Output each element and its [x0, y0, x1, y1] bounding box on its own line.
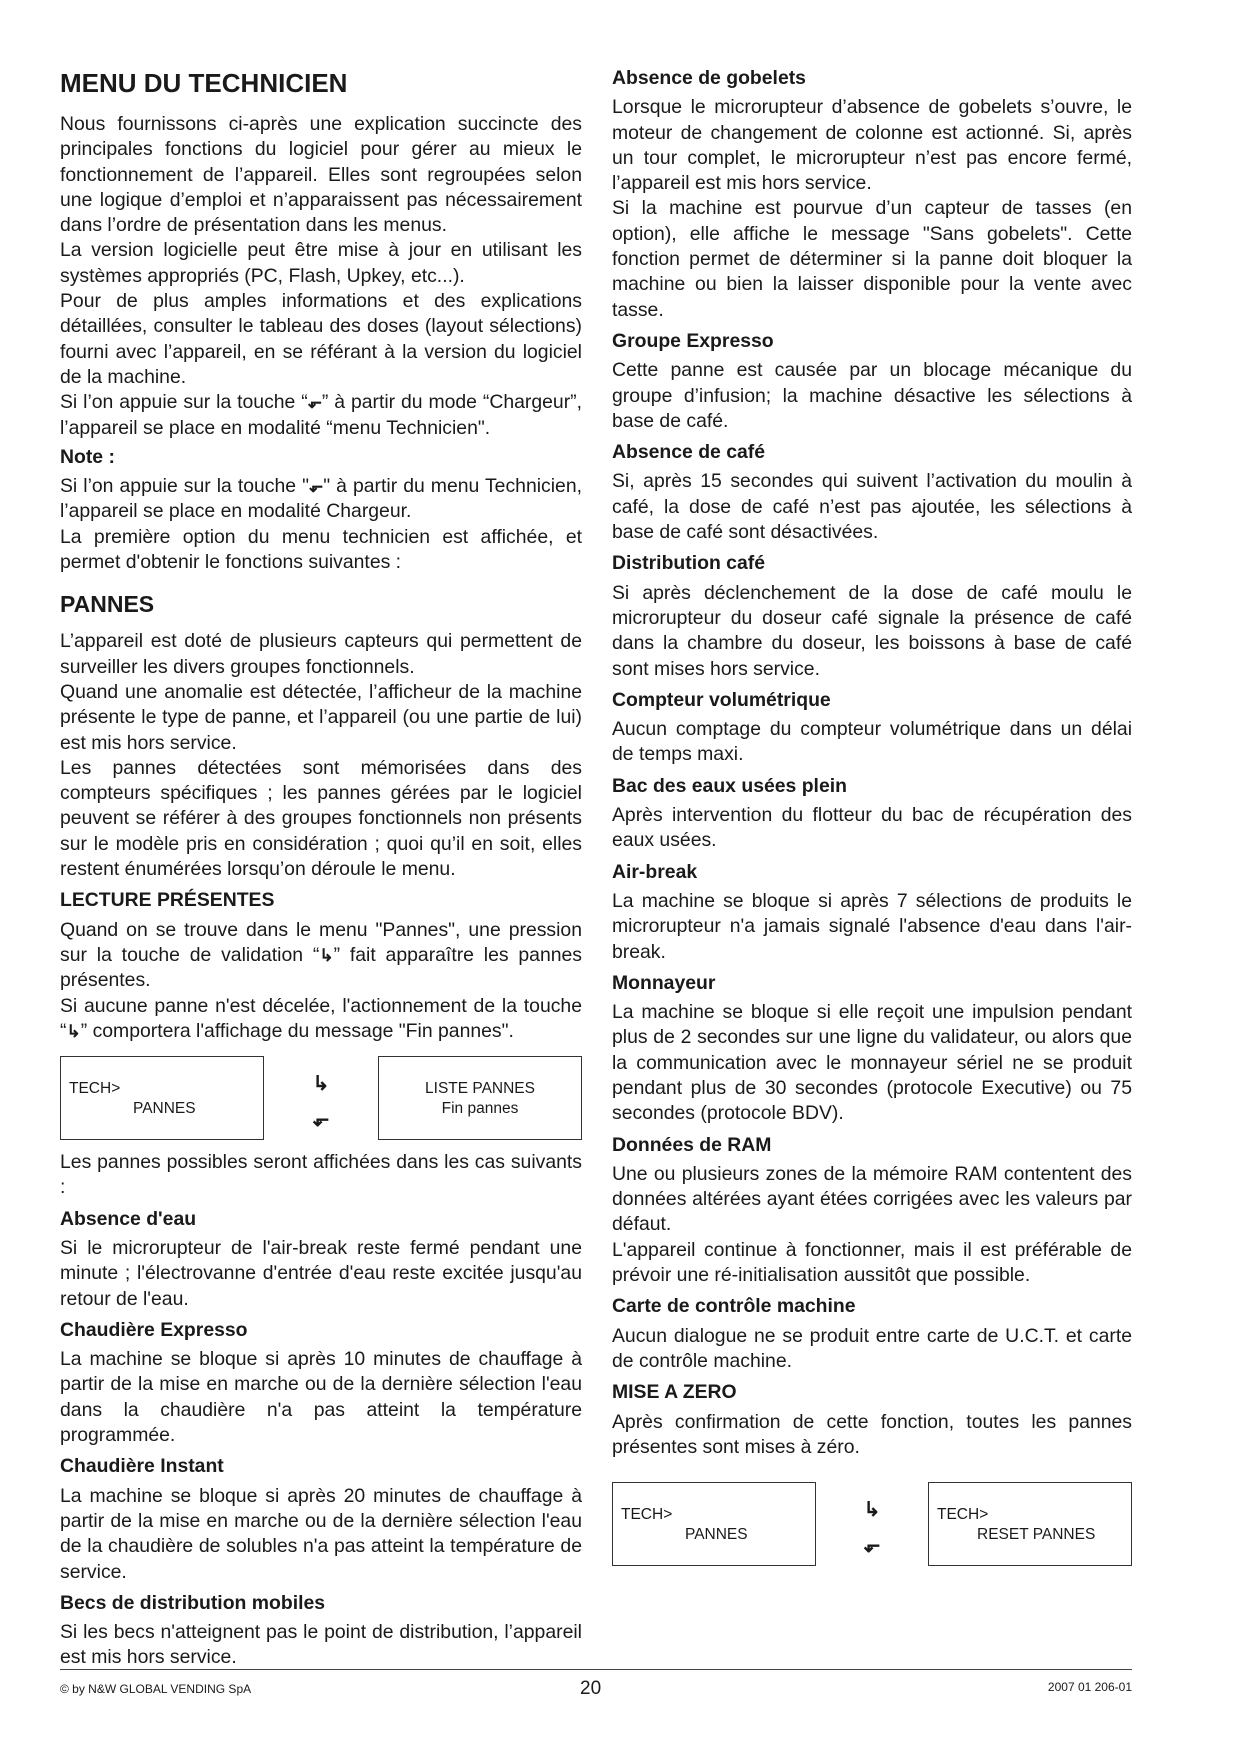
- page-number: 20: [580, 1678, 602, 1699]
- section-text: Si, après 15 secondes qui suivent l’activation du moulin à café, la dose de café n’est pas ajoutée, les sélections à base de café sont désactivées.: [612, 470, 1132, 544]
- section-title: Absence d'eau: [60, 1207, 197, 1230]
- display-screen: [612, 1482, 816, 1566]
- section-title: Becs de distribution mobiles: [60, 1591, 326, 1614]
- lecture-paragraph: Si aucune panne n'est décelée, l'actionnement de la touche “↳” comportera l'affichage du message "Fin pannes".: [60, 994, 582, 1042]
- intro-paragraph: La version logicielle peut être mise à jour en utilisant les systèmes appropriés (PC, Flash, Upkey, etc...).: [60, 239, 582, 287]
- section-title: Données de RAM: [612, 1133, 772, 1156]
- section-text: Aucun dialogue ne se produit entre carte de U.C.T. et carte de contrôle machine.: [612, 1324, 1132, 1372]
- section-title: Monnayeur: [612, 971, 716, 994]
- escape-key-icon: ⬐: [312, 1109, 330, 1132]
- display-diagram: [60, 1056, 582, 1142]
- section-title: Chaudière Expresso: [60, 1318, 248, 1341]
- navigation-arrows: [301, 1066, 341, 1138]
- enter-key-icon: ↳: [863, 1499, 881, 1522]
- pannes-paragraph: Quand une anomalie est détectée, l’afficheur de la machine présente le type de panne, et l’appareil (ou une partie de lui) est mis hors service.: [60, 680, 582, 754]
- display-line: PANNES: [685, 1526, 748, 1544]
- pannes-title: PANNES: [60, 591, 155, 618]
- escape-key-icon: ⬐: [309, 477, 324, 497]
- pannes-paragraph: L’appareil est doté de plusieurs capteurs qui permettent de surveiller les divers groupes fonctionnels.: [60, 630, 582, 678]
- display-line: LISTE PANNES: [425, 1080, 535, 1098]
- footer-doc-code: 2007 01 206-01: [1047, 1680, 1132, 1694]
- section-title: Absence de gobelets: [612, 67, 806, 89]
- section-text: Si le microrupteur de l'air-break reste fermé pendant une minute ; l'électrovanne d'entrée d'eau reste excitée jusqu'au retour de l'eau.: [60, 1236, 582, 1310]
- display-line: TECH>: [937, 1506, 989, 1524]
- note-title: Note :: [60, 445, 115, 468]
- right-column: [612, 66, 1132, 1576]
- section-text: Si après déclenchement de la dose de café moulu le microrupteur du doseur café signale la présence de café dans la chambre du doseur, les boissons à base de café sont mises hors service.: [612, 581, 1132, 680]
- section-text: La machine se bloque si elle reçoit une impulsion pendant plus de 2 secondes sur une ligne du validateur, ou alors que la communication avec le monnayeur sériel ne se produit pendant plus de 30 secondes (protocole Executive) ou 75 secondes (protocole BDV).: [612, 1001, 1132, 1125]
- display-screen: [928, 1482, 1132, 1566]
- enter-key-icon: ↳: [312, 1073, 330, 1096]
- possible-paragraph: Les pannes possibles seront affichées dans les cas suivants :: [60, 1151, 582, 1199]
- section-text: Après intervention du flotteur du bac de récupération des eaux usées.: [612, 804, 1132, 852]
- footer-divider: [60, 1669, 1132, 1670]
- display-line: RESET PANNES: [977, 1526, 1096, 1544]
- section-text: La machine se bloque si après 7 sélections de produits le microrupteur n'a jamais signalé l'absence d'eau dans l'air-break.: [612, 889, 1132, 963]
- display-line: TECH>: [621, 1506, 673, 1524]
- section-title: Groupe Expresso: [612, 329, 774, 352]
- section-text: Si les becs n'atteignent pas le point de distribution, l’appareil est mis hors service.: [60, 1621, 582, 1669]
- display-screen: [378, 1056, 582, 1140]
- lecture-title: LECTURE PRÉSENTES: [60, 889, 275, 912]
- section-text: Aucun comptage du compteur volumétrique dans un délai de temps maxi.: [612, 718, 1132, 766]
- escape-key-icon: ⬐: [307, 393, 322, 413]
- left-column: [60, 66, 582, 1671]
- display-line: TECH>: [69, 1080, 121, 1098]
- section-text: Cette panne est causée par un blocage mécanique du groupe d’infusion; la machine désactive les sélections à base de café.: [612, 359, 1132, 432]
- intro-paragraph: Nous fournissons ci-après une explication succincte des principales fonctions du logiciel pour gérer au mieux le fonctionnement de l’appareil. Elles sont regroupées selon une logique d’emploi et n’apparaissent pas nécessairement dans l’ordre de présentation dans les menus.: [60, 113, 582, 237]
- section-text: Une ou plusieurs zones de la mémoire RAM contentent des données altérées ayant étées corrigées avec les valeurs par défaut.: [612, 1162, 1132, 1236]
- section-title: Distribution café: [612, 552, 765, 575]
- intro-paragraph: Pour de plus amples informations et des explications détaillées, consulter le tableau des doses (layout sélections) fourni avec l’appareil, en se référant à la version du logiciel de la machine.: [60, 290, 582, 388]
- section-title: Absence de café: [612, 441, 766, 464]
- section-title: Bac des eaux usées plein: [612, 774, 847, 797]
- footer-copyright: © by N&W GLOBAL VENDING SpA: [60, 1682, 252, 1696]
- navigation-arrows: [852, 1492, 892, 1564]
- section-text: L'appareil continue à fonctionner, mais il est préférable de prévoir une ré-initialisation aussitôt que possible.: [612, 1238, 1132, 1287]
- page-title: MENU DU TECHNICIEN: [60, 68, 348, 98]
- display-diagram: [612, 1482, 1132, 1568]
- display-line: PANNES: [133, 1100, 196, 1118]
- note-paragraph: Si l’on appuie sur la touche "⬐" à partir du menu Technicien, l’appareil se place en modalité Chargeur.: [60, 475, 582, 523]
- section-text: Après confirmation de cette fonction, toutes les pannes présentes sont mises à zéro.: [612, 1410, 1132, 1458]
- display-line: Fin pannes: [441, 1100, 519, 1118]
- note-paragraph: La première option du menu technicien est affichée, et permet d'obtenir le fonctions suivantes :: [60, 525, 582, 574]
- section-title: MISE A ZERO: [612, 1381, 737, 1404]
- section-title: Compteur volumétrique: [612, 688, 831, 711]
- section-title: Carte de contrôle machine: [612, 1295, 856, 1318]
- section-text: La machine se bloque si après 20 minutes de chauffage à partir de la mise en marche ou de la dernière sélection l'eau de la chaudière de solubles n'a pas atteint la température de service.: [60, 1484, 582, 1583]
- enter-key-icon: ↳: [66, 1021, 81, 1041]
- pannes-paragraph: Les pannes détectées sont mémorisées dans des compteurs spécifiques ; les pannes gérées par le logiciel peuvent se référer à des groupes fonctionnels non présents sur le modèle pris en considération ; quoi qu’il en soit, elles restent énumérées lorsqu’on déroule le menu.: [60, 756, 582, 881]
- display-screen: [60, 1056, 264, 1140]
- section-text: La machine se bloque si après 10 minutes de chauffage à partir de la mise en marche ou de la dernière sélection l'eau dans la chaudière n'a pas atteint la température programmée.: [60, 1348, 582, 1447]
- section-title: Chaudière Instant: [60, 1455, 224, 1478]
- intro-paragraph: Si l’on appuie sur la touche “⬐” à partir du mode “Chargeur”, l’appareil se place en modalité “menu Technicien".: [60, 391, 582, 439]
- enter-key-icon: ↳: [319, 945, 334, 965]
- section-title: Air-break: [612, 860, 698, 883]
- lecture-paragraph: Quand on se trouve dans le menu "Pannes", une pression sur la touche de validation “↳” fait apparaître les pannes présentes.: [60, 918, 582, 992]
- escape-key-icon: ⬐: [863, 1535, 881, 1558]
- section-text: Lorsque le microrupteur d’absence de gobelets s’ouvre, le moteur de changement de colonne est actionné. Si, après un tour complet, le microrupteur n’est pas encore fermé, l’appareil est mis hors service.: [612, 96, 1132, 195]
- section-text: Si la machine est pourvue d’un capteur de tasses (en option), elle affiche le message "Sans gobelets". Cette fonction permet de déterminer si la panne doit bloquer la machine ou bien la laisser disponible pour la vente avec tasse.: [612, 197, 1132, 321]
